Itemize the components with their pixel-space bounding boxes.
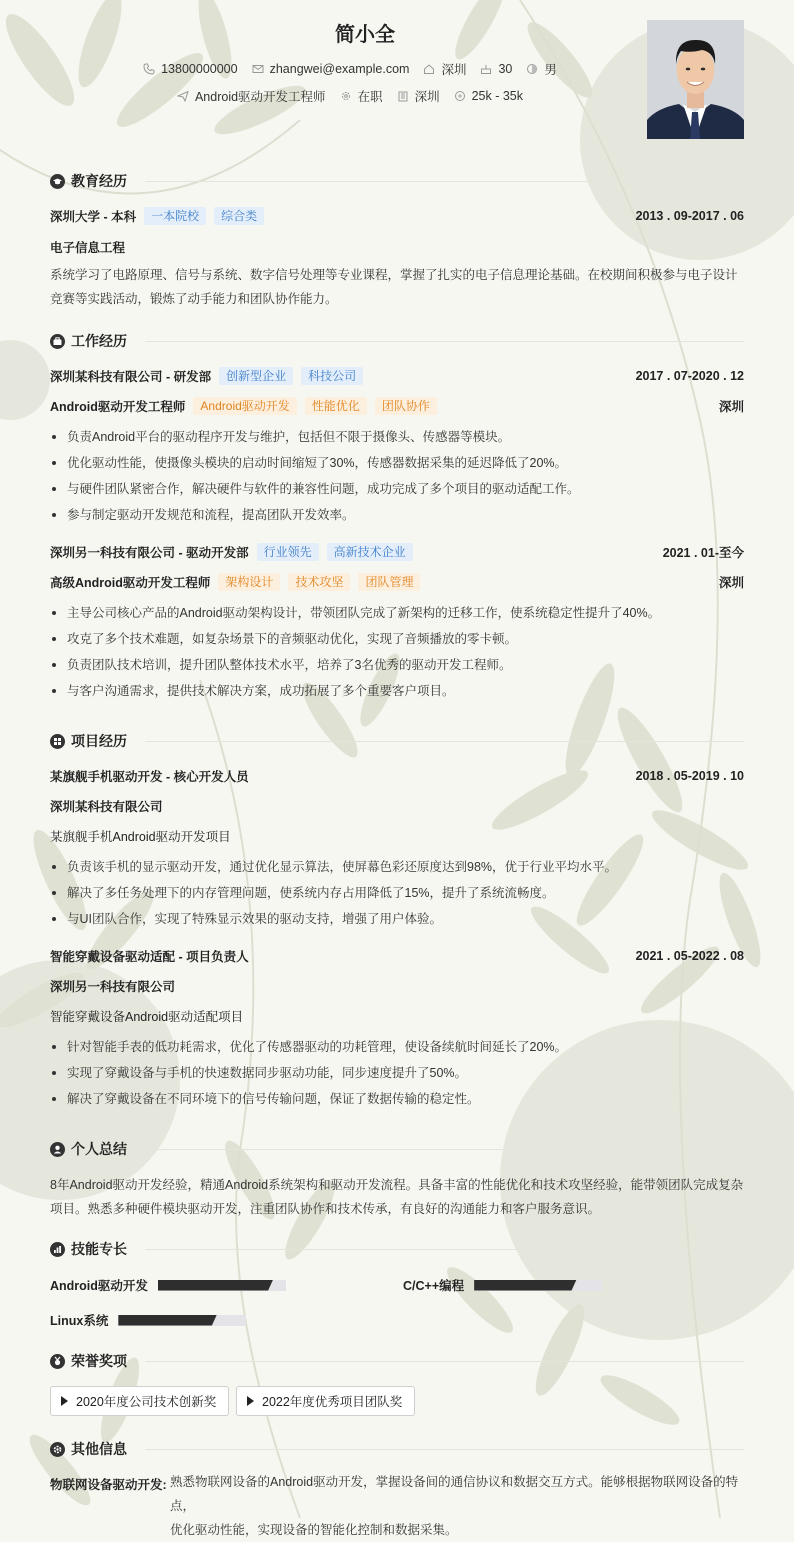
- skill-bar: [158, 1280, 286, 1291]
- project-name: 智能穿戴设备驱动适配 - 项目负责人: [50, 950, 249, 964]
- divider: [145, 1449, 744, 1450]
- section-other-header: [50, 1439, 744, 1459]
- school-name: 深圳大学 - 本科: [50, 210, 137, 224]
- award-badge: [50, 1386, 229, 1416]
- project-desc-row: [50, 827, 744, 845]
- skill-tag: Android驱动开发: [193, 397, 296, 415]
- cake-icon: [480, 63, 492, 75]
- education-description: 系统学习了电路原理、信号与系统、数字信号处理等专业课程，掌握了扎实的电子信息理论基础。在校期间积极参与电子设计竞赛等实践活动，锻炼了动手能力和团队协作能力。: [50, 268, 738, 306]
- skill-bar: [118, 1315, 246, 1326]
- list-item: 与客户沟通需求，提供技术解决方案，成功拓展了多个重要客户项目。: [50, 682, 744, 708]
- user-icon: [50, 1142, 65, 1157]
- divider: [145, 1361, 744, 1362]
- gender-item: [526, 60, 557, 78]
- work-entry-header: [50, 367, 744, 385]
- section-title: 项目经历: [71, 733, 127, 749]
- work-entry-header: [50, 543, 744, 561]
- gender-text: 男: [544, 63, 557, 77]
- project-name: 某旗舰手机驱动开发 - 核心开发人员: [50, 770, 249, 784]
- list-item: 与UI团队合作，实现了特殊显示效果的驱动支持，增强了用户体验。: [50, 910, 744, 936]
- list-item: 解决了多任务处理下的内存管理问题，使系统内存占用降低了15%，提升了系统流畅度。: [50, 884, 744, 910]
- project-company: 深圳某科技有限公司: [50, 800, 163, 814]
- bar-chart-icon: [50, 1242, 65, 1257]
- salary-item: [454, 89, 523, 103]
- mail-icon: [252, 63, 264, 75]
- skill-item: [50, 1311, 246, 1329]
- gender-icon: [526, 63, 538, 75]
- project-company: 深圳另一科技有限公司: [50, 980, 176, 994]
- list-item: 与硬件团队紧密合作，解决硬件与软件的兼容性问题，成功完成了多个项目的驱动适配工作。: [50, 480, 744, 506]
- project-desc-row: [50, 1007, 744, 1025]
- company-tag: 高新技术企业: [327, 543, 413, 561]
- city-text: 深圳: [441, 63, 467, 77]
- school-tag: 一本院校: [144, 207, 206, 225]
- education-major-row: [50, 238, 744, 256]
- list-item: 负责Android平台的驱动程序开发与维护，包括但不限于摄像头、传感器等模块。: [50, 428, 744, 454]
- project-company-row: [50, 797, 744, 815]
- salary-text: 25k - 35k: [471, 89, 524, 103]
- divider: [145, 341, 744, 342]
- work-date: 2017 . 07-2020 . 12: [635, 369, 744, 383]
- skill-bar-fill: [474, 1280, 576, 1291]
- project-date: 2021 . 05-2022 . 08: [635, 949, 744, 963]
- medal-icon: [50, 1354, 65, 1369]
- job-intent-row: [0, 87, 700, 105]
- project-description: 某旗舰手机Android驱动开发项目: [50, 830, 231, 844]
- target-city-text: 深圳: [414, 90, 440, 104]
- award-label: 2022年度优秀项目团队奖: [262, 1395, 403, 1409]
- project-bullets: [50, 858, 744, 936]
- list-item: 解决了穿戴设备在不同环境下的信号传输问题，保证了数据传输的稳定性。: [50, 1090, 744, 1116]
- summary-text: 8年Android驱动开发经验，精通Android系统架构和驱动开发流程。具备丰富的性能优化和技术攻坚经验，能带领团队完成复杂项目。熟悉多种硬件模块驱动开发，注重团队协作和技术传承，有良好的沟通能力和客户服务意识。: [50, 1178, 744, 1216]
- section-skills-header: [50, 1239, 744, 1259]
- list-item: 参与制定驱动开发规范和流程，提高团队开发效率。: [50, 506, 744, 532]
- project-company-row: [50, 977, 744, 995]
- divider: [145, 1149, 744, 1150]
- project-entry-header: [50, 767, 744, 785]
- work-bullets: [50, 604, 744, 708]
- skill-item: [50, 1276, 286, 1294]
- list-item: 主导公司核心产品的Android驱动架构设计，带领团队完成了新架构的迁移工作，使系统稳定性提升了40%。: [50, 604, 744, 630]
- other-label: 物联网设备驱动开发:: [50, 1478, 167, 1492]
- profile-photo: [647, 20, 744, 139]
- list-item: 负责该手机的显示驱动开发，通过优化显示算法，使屏幕色彩还原度达到98%，优于行业平均水平。: [50, 858, 744, 884]
- status-item: [340, 87, 383, 105]
- phone-text: 13800000000: [161, 62, 238, 76]
- project-date: 2018 . 05-2019 . 10: [635, 769, 744, 783]
- job-title: Android驱动开发工程师: [50, 400, 186, 414]
- list-item: 针对智能手表的低功耗需求，优化了传感器驱动的功耗管理，使设备续航时间延长了20%。: [50, 1038, 744, 1064]
- other-line: 优化驱动性能，实现设备的智能化控制和数据采集。: [170, 1523, 458, 1537]
- company-name: 深圳某科技有限公司 - 研发部: [50, 370, 212, 384]
- email-item: [252, 62, 410, 76]
- graduation-cap-icon: [50, 174, 65, 189]
- work-city: 深圳: [718, 400, 744, 414]
- work-date: 2021 . 01-至今: [662, 546, 744, 560]
- work-title-row: [50, 397, 744, 415]
- section-work-header: [50, 331, 744, 351]
- city-item: [423, 60, 466, 78]
- section-projects-header: [50, 731, 744, 751]
- section-education-header: [50, 171, 744, 191]
- company-tag: 创新型企业: [219, 367, 293, 385]
- coin-icon: [454, 90, 466, 102]
- email-text: zhangwei@example.com: [269, 62, 410, 76]
- skill-bar-fill: [118, 1315, 217, 1326]
- section-title: 其他信息: [71, 1441, 127, 1457]
- phone-item: [143, 62, 237, 76]
- award-badge: [236, 1386, 415, 1416]
- target-city-item: [397, 87, 440, 105]
- skill-bar: [474, 1280, 602, 1291]
- divider: [145, 1249, 744, 1250]
- briefcase-icon: [50, 334, 65, 349]
- divider: [145, 181, 744, 182]
- work-city: 深圳: [718, 576, 744, 590]
- position-item: [177, 87, 326, 105]
- list-item: 攻克了多个技术难题，如复杂场景下的音频驱动优化，实现了音频播放的零卡顿。: [50, 630, 744, 656]
- company-name: 深圳另一科技有限公司 - 驱动开发部: [50, 546, 249, 560]
- triangle-icon: [247, 1396, 254, 1406]
- project-description: 智能穿戴设备Android驱动适配项目: [50, 1010, 244, 1024]
- section-summary-header: [50, 1139, 744, 1159]
- gear-icon: [340, 90, 352, 102]
- job-title: 高级Android驱动开发工程师: [50, 576, 211, 590]
- skill-item: [403, 1276, 602, 1294]
- section-awards-header: [50, 1351, 744, 1371]
- status-text: 在职: [357, 90, 383, 104]
- education-entry: [50, 207, 744, 225]
- send-icon: [177, 90, 189, 102]
- project-bullets: [50, 1038, 744, 1116]
- triangle-icon: [61, 1396, 68, 1406]
- skill-tag: 技术攻坚: [288, 573, 350, 591]
- work-bullets: [50, 428, 744, 532]
- grid-icon: [50, 734, 65, 749]
- company-tag: 科技公司: [301, 367, 363, 385]
- skill-name: C/C++编程: [403, 1279, 465, 1293]
- building-icon: [397, 90, 409, 102]
- age-text: 30: [498, 62, 513, 76]
- skill-bar-fill: [158, 1280, 273, 1291]
- major-name: 电子信息工程: [50, 241, 126, 255]
- skill-name: Linux系统: [50, 1314, 109, 1328]
- skill-name: Android驱动开发: [50, 1279, 148, 1293]
- phone-icon: [143, 63, 155, 75]
- other-text: [170, 1470, 744, 1542]
- section-title: 教育经历: [71, 173, 127, 189]
- skill-tag: 团队协作: [375, 397, 437, 415]
- position-text: Android驱动开发工程师: [194, 90, 326, 104]
- project-entry-header: [50, 947, 744, 965]
- section-title: 工作经历: [71, 333, 127, 349]
- list-item: 实现了穿戴设备与手机的快速数据同步驱动功能，同步速度提升了50%。: [50, 1064, 744, 1090]
- company-tag: 行业领先: [257, 543, 319, 561]
- work-title-row: [50, 573, 744, 591]
- section-title: 个人总结: [71, 1141, 127, 1157]
- skill-tag: 架构设计: [218, 573, 280, 591]
- list-item: 负责团队技术培训，提升团队整体技术水平，培养了3名优秀的驱动开发工程师。: [50, 656, 744, 682]
- award-label: 2020年度公司技术创新奖: [76, 1395, 217, 1409]
- other-line: 熟悉物联网设备的Android驱动开发，掌握设备间的通信协议和数据交互方式。能够根据物联网设备的特点，: [170, 1475, 739, 1513]
- section-title: 技能专长: [71, 1241, 127, 1257]
- age-item: [480, 62, 512, 76]
- list-item: 优化驱动性能，使摄像头模块的启动时间缩短了30%，传感器数据采集的延迟降低了20%。: [50, 454, 744, 480]
- education-date: 2013 . 09-2017 . 06: [635, 209, 744, 223]
- skill-tag: 性能优化: [305, 397, 367, 415]
- school-tag: 综合类: [214, 207, 264, 225]
- home-icon: [423, 63, 435, 75]
- candidate-name: 简小全: [335, 24, 395, 46]
- divider: [145, 741, 744, 742]
- contact-row: [0, 60, 700, 78]
- section-title: 荣誉奖项: [71, 1353, 127, 1369]
- other-info-row: [50, 1475, 744, 1542]
- gear-icon: [50, 1442, 65, 1457]
- skill-tag: 团队管理: [358, 573, 420, 591]
